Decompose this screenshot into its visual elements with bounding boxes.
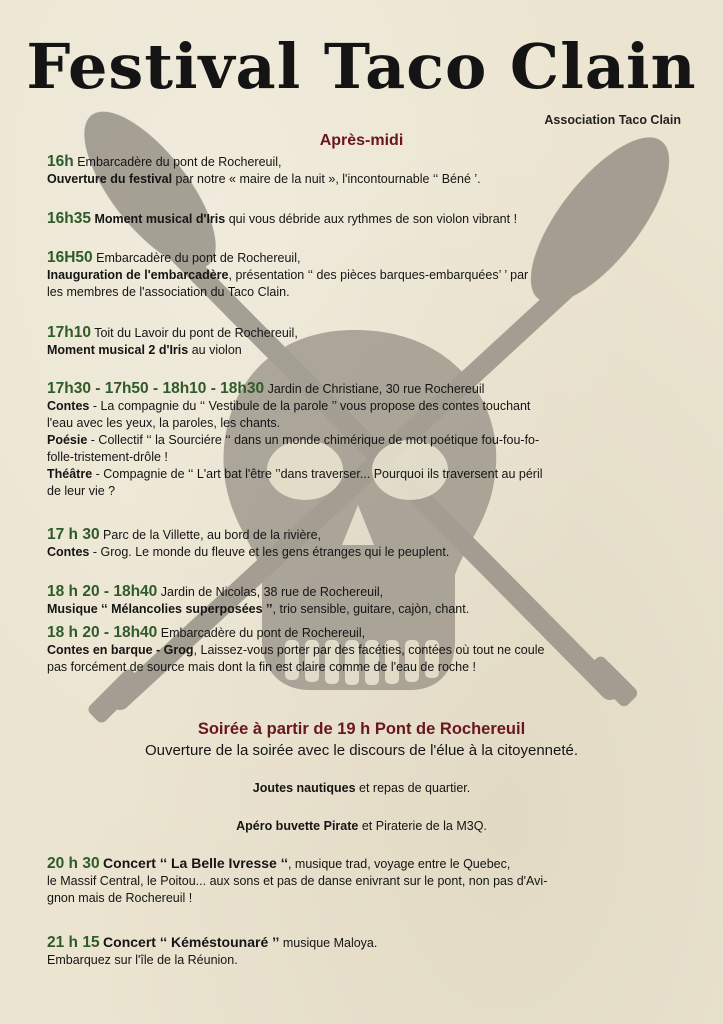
event-location: Toit du Lavoir du pont de Rochereuil, <box>94 326 298 340</box>
concert-block <box>47 855 687 907</box>
event-item-text: - Compagnie de ‘‘ L'art bat l'être ’’dans traverser... Pourquoi ils traversent au péril <box>92 467 543 481</box>
event-title: Moment musical 2 d'Iris <box>47 343 189 357</box>
concert-description-line3: gnon mais de Rochereuil ! <box>47 891 193 905</box>
event-block <box>47 526 687 561</box>
organizer-label: Association Taco Clain <box>544 113 681 127</box>
event-location: Parc de la Villette, au bord de la rivière, <box>103 528 321 542</box>
event-description: qui vous débride aux rythmes de son violon vibrant ! <box>225 212 518 226</box>
event-item-cont: de leur vie ? <box>47 484 116 498</box>
event-block <box>47 380 687 500</box>
event-title: Contes <box>47 545 90 559</box>
event-time: 17h10 <box>47 324 91 341</box>
event-item-text: - Collectif ‘‘ la Sourciére ‘‘ dans un monde chimérique de mot poétique fou-fou-fo- <box>87 433 540 447</box>
event-description-cont: les membres de l'association du Taco Clain. <box>47 285 290 299</box>
concert-title: Concert ‘‘ Kéméstounaré ’’ <box>103 934 280 950</box>
event-description: par notre « maire de la nuit », l'incontournable ‘‘ Béné ’. <box>172 172 481 186</box>
event-location: Embarcadère du pont de Rochereuil, <box>77 155 282 169</box>
concert-description-line2: le Massif Central, le Poitou... aux sons et pas de danse enivrant sur le pont, non pas d'Avi- <box>47 874 548 888</box>
event-description: - Grog. Le monde du fleuve et les gens étranges qui le peuplent. <box>89 545 450 559</box>
concert-description: , musique trad, voyage entre le Quebec, <box>287 857 511 871</box>
event-time: 16h35 <box>47 210 91 227</box>
apero-title: Apéro buvette Pirate <box>236 819 359 833</box>
event-description: au violon <box>188 343 242 357</box>
event-item-text: - La compagnie du ‘‘ Vestibule de la parole ’’ vous propose des contes touchant <box>89 399 531 413</box>
event-title: Musique ‘‘ Mélancolies superposées ’’ <box>47 602 273 616</box>
event-location: Embarcadère du pont de Rochereuil, <box>96 251 301 265</box>
event-description: , Laissez-vous porter par des facéties, contées où tout ne coule <box>193 643 545 657</box>
event-location: Jardin de Christiane, 30 rue Rochereuil <box>267 382 485 396</box>
event-item-title: Poésie <box>47 433 88 447</box>
event-time: 16h <box>47 153 74 170</box>
concert-description: musique Maloya. <box>279 936 378 950</box>
joutes-line <box>0 781 723 795</box>
concert-title: Concert ‘‘ La Belle Ivresse ‘‘ <box>103 855 288 871</box>
event-time: 16H50 <box>47 249 93 266</box>
event-block <box>47 210 687 228</box>
event-description: , trio sensible, guitare, cajòn, chant. <box>272 602 470 616</box>
joutes-text: et repas de quartier. <box>355 781 471 795</box>
event-item-title: Théâtre <box>47 467 93 481</box>
event-time: 17h30 - 17h50 - 18h10 - 18h30 <box>47 380 265 397</box>
event-item-cont: folle-tristement-drôle ! <box>47 450 168 464</box>
event-title: Moment musical d'Iris <box>94 212 226 226</box>
event-title: Ouverture du festival <box>47 172 173 186</box>
event-block <box>47 249 687 301</box>
event-time: 18 h 20 - 18h40 <box>47 624 158 641</box>
festival-title: Festival Taco Clain <box>26 30 697 103</box>
apero-line <box>0 819 723 833</box>
event-item-title: Contes <box>47 399 90 413</box>
event-time: 18 h 20 - 18h40 <box>47 583 158 600</box>
event-block <box>47 324 687 359</box>
joutes-title: Joutes nautiques <box>252 781 356 795</box>
evening-subtitle: Ouverture de la soirée avec le discours de l'élue à la citoyenneté. <box>144 742 579 759</box>
event-title: Contes en barque - Grog <box>47 643 194 657</box>
concert-time: 21 h 15 <box>47 934 100 951</box>
event-block <box>47 583 687 618</box>
event-time: 17 h 30 <box>47 526 100 543</box>
event-location: Jardin de Nicolas, 38 rue de Rochereuil, <box>160 585 384 599</box>
concert-description-line2: Embarquez sur l'île de la Réunion. <box>47 953 238 967</box>
afternoon-heading: Après-midi <box>319 132 404 149</box>
concert-time: 20 h 30 <box>47 855 100 872</box>
event-description: , présentation ‘‘ des pièces barques-embarquées’ ’ par <box>228 268 529 282</box>
event-item-cont: l'eau avec les yeux, la paroles, les chants. <box>47 416 281 430</box>
event-block <box>47 153 687 188</box>
event-block <box>47 624 687 676</box>
event-location: Embarcadère du pont de Rochereuil, <box>160 626 366 640</box>
concert-block <box>47 934 687 969</box>
event-description-cont: pas forcément de source mais dont la fin est claire comme de l'eau de roche ! <box>47 660 476 674</box>
apero-text: et Piraterie de la M3Q. <box>358 819 487 833</box>
event-title: Inauguration de l'embarcadère <box>47 268 229 282</box>
evening-heading: Soirée à partir de 19 h Pont de Rochereuil <box>197 720 526 738</box>
